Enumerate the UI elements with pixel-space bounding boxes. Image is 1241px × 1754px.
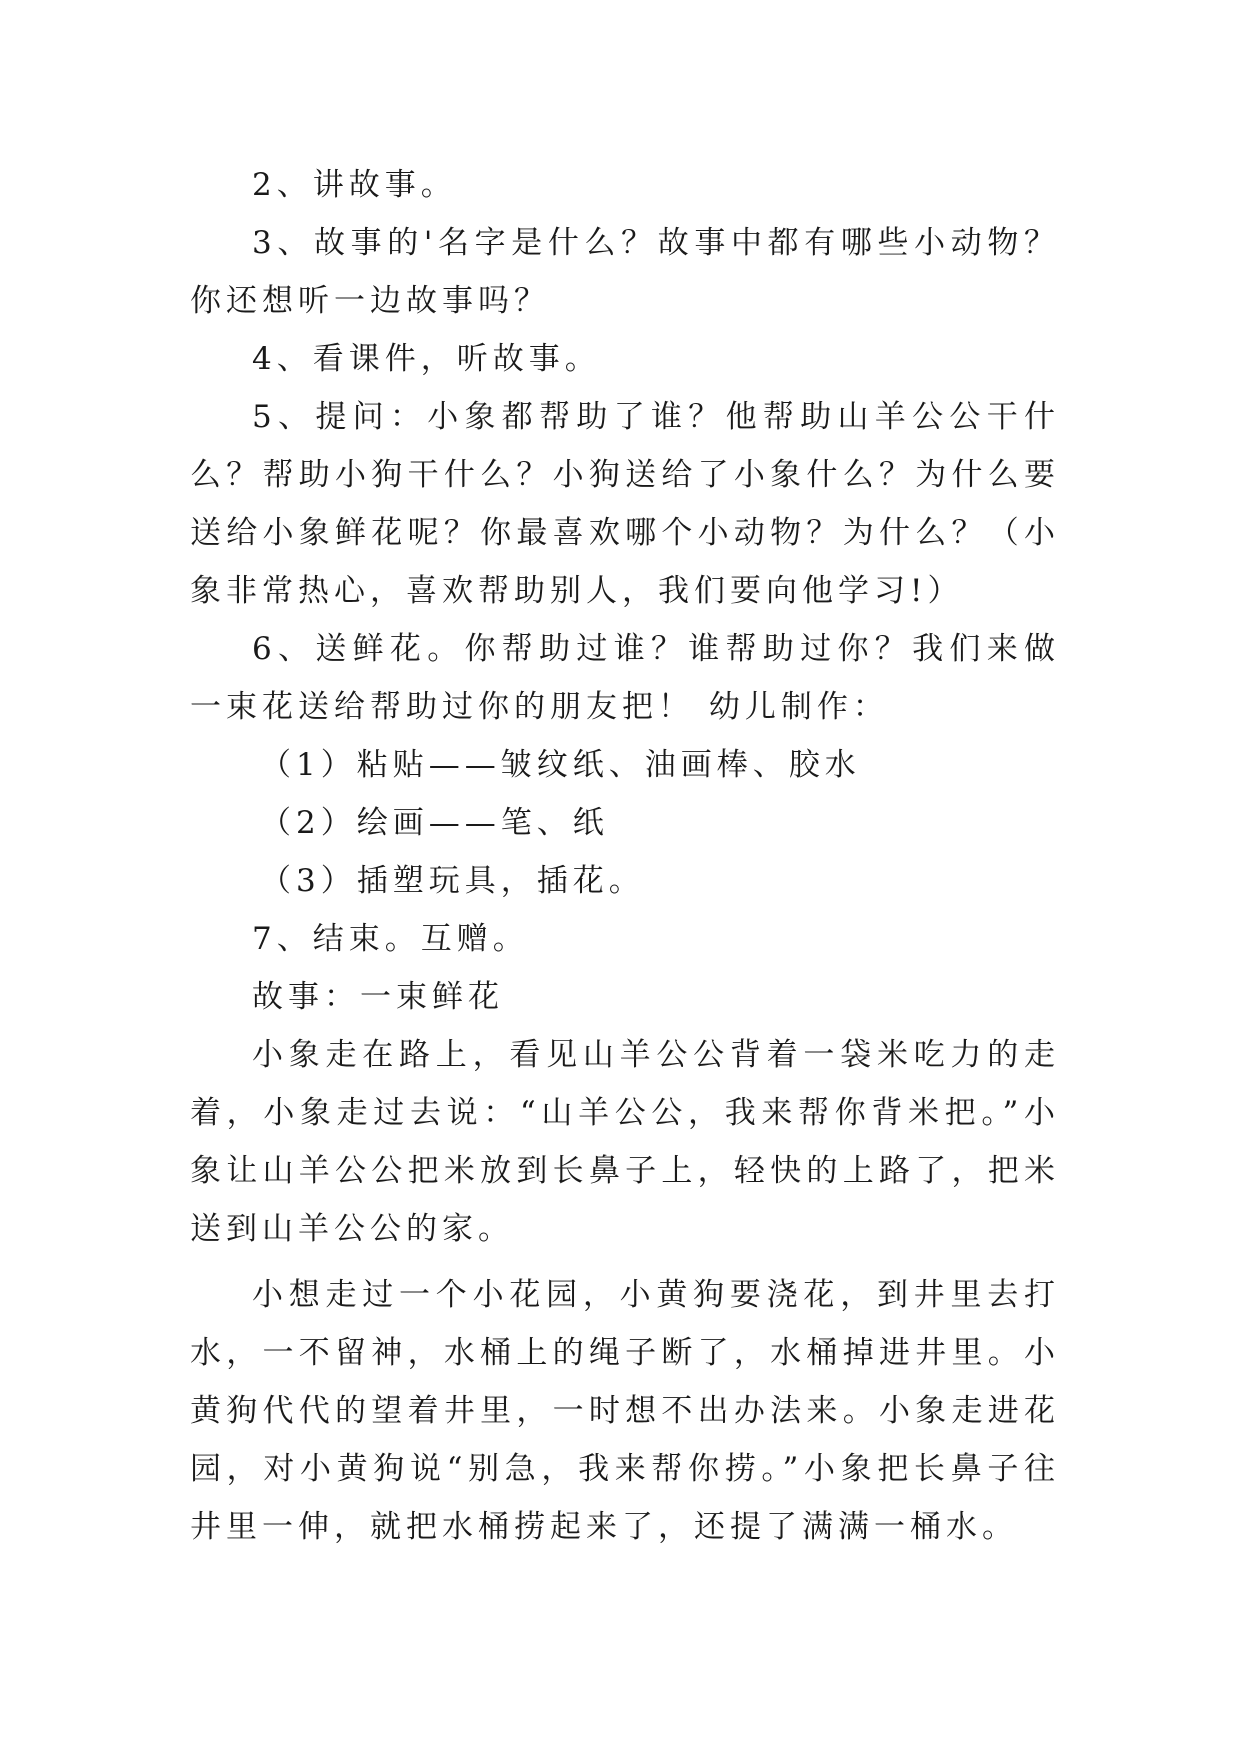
paragraph-step-7: 7、结束。互赠。	[252, 921, 529, 957]
list-item-paste: （1）粘贴——皱纹纸、油画棒、胶水	[260, 747, 861, 783]
story-paragraph-2: 小想走过一个小花园，小黄狗要浇花，到井里去打水，一不留神，水桶上的绳子断了，水桶掉进井里。小黄狗代代的望着井里，一时想不出办法来。小象走进花园，对小黄狗说“别急，我来帮你捞。”小象把长鼻子往井里一伸，就把水桶捞起来了，还提了满满一桶水。	[190, 1277, 1060, 1545]
paragraph-step-4: 4、看课件，听故事。	[252, 341, 601, 377]
paragraph-step-5: 5、提问：小象都帮助了谁？他帮助山羊公公干什么？帮助小狗干什么？小狗送给了小象什么？为什么要送给小象鲜花呢？你最喜欢哪个小动物？为什么？（小象非常热心，喜欢帮助别人，我们要向他学习!）	[190, 399, 1060, 609]
paragraph-step-3: 3、故事的'名字是什么？故事中都有哪些小动物？你还想听一边故事吗？	[190, 225, 1060, 319]
paragraph-step-2: 2、讲故事。	[252, 167, 457, 203]
document-body	[190, 156, 1060, 1556]
paragraph-step-6: 6、送鲜花。你帮助过谁？谁帮助过你？我们来做一束花送给帮助过你的朋友把！ 幼儿制作：	[190, 631, 1060, 725]
story-title: 故事：一束鲜花	[252, 979, 504, 1015]
list-item-toys: （3）插塑玩具，插花。	[260, 863, 645, 899]
story-paragraph-1: 小象走在路上，看见山羊公公背着一袋米吃力的走着，小象走过去说：“山羊公公，我来帮你背米把。”小象让山羊公公把米放到长鼻子上，轻快的上路了，把米送到山羊公公的家。	[190, 1037, 1060, 1247]
list-item-draw: （2）绘画——笔、纸	[260, 805, 609, 841]
